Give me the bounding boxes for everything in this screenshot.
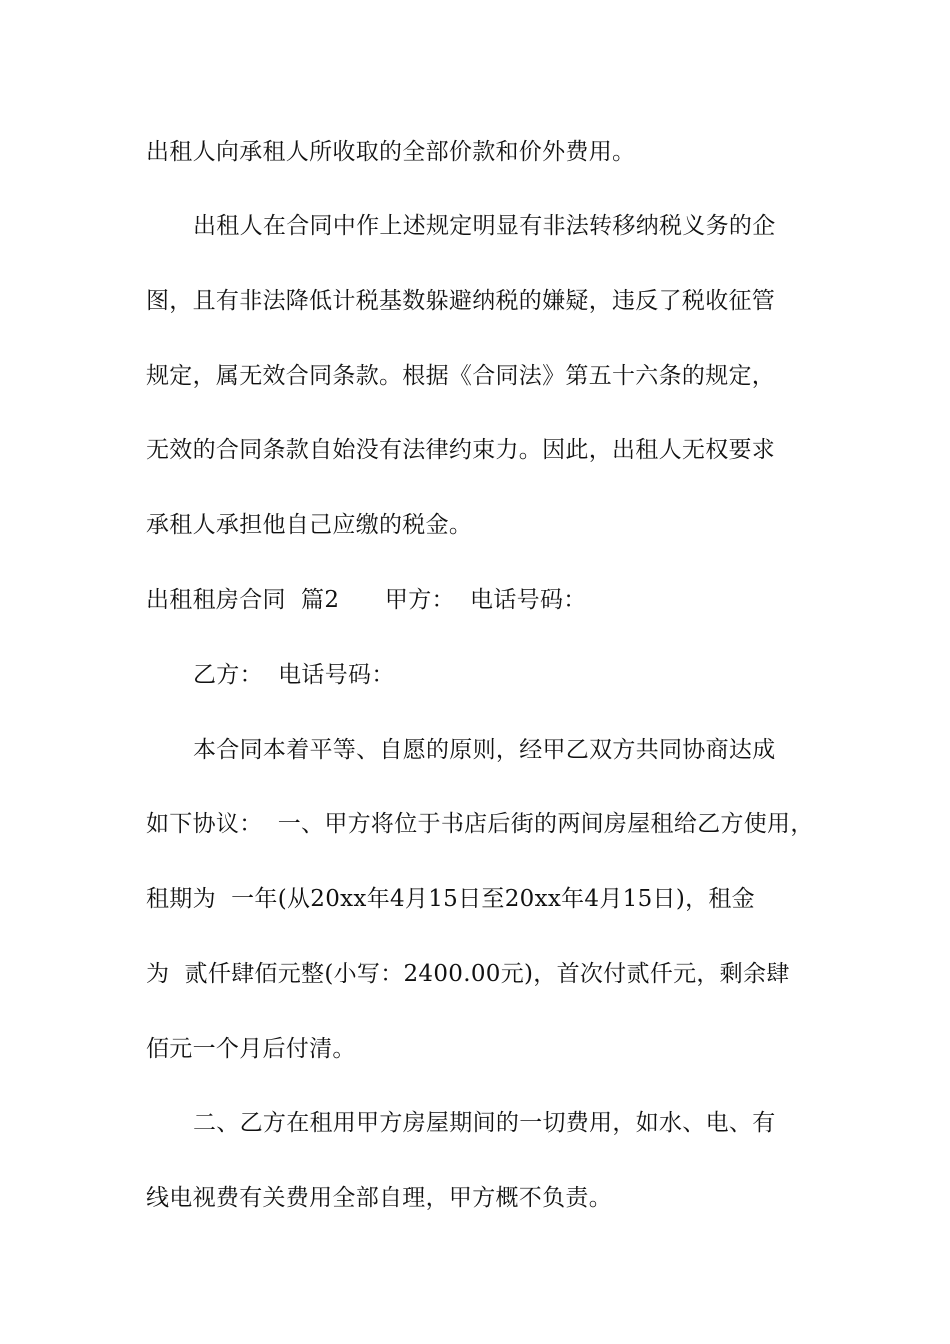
contract-heading-line: 出租租房合同 篇2 甲方： 电话号码： — [146, 587, 587, 613]
text-line: 承租人承担他自己应缴的税金。 — [146, 512, 473, 538]
text-line: 佰元一个月后付清。 — [146, 1036, 356, 1062]
text-line: 无效的合同条款自始没有法律约束力。因此，出租人无权要求 — [146, 437, 776, 463]
paragraph-first-line: 出租人在合同中作上述规定明显有非法转移纳税义务的企 — [193, 213, 776, 239]
text-line: 为 贰仟肆佰元整(小写：2400.00元)，首次付贰仟元，剩余肆 — [146, 961, 790, 987]
text-line: 图，且有非法降低计税基数躲避纳税的嫌疑，违反了税收征管 — [146, 288, 776, 314]
paragraph-first-line: 二、乙方在租用甲方房屋期间的一切费用，如水、电、有 — [193, 1110, 776, 1136]
text-line: 规定，属无效合同条款。根据《合同法》第五十六条的规定， — [146, 363, 776, 389]
text-line: 线电视费有关费用全部自理，甲方概不负责。 — [146, 1185, 612, 1211]
text-line: 租期为 一年(从20xx年4月15日至20xx年4月15日)，租金 — [146, 886, 755, 912]
text-line: 出租人向承租人所收取的全部价款和价外费用。 — [146, 139, 636, 165]
paragraph-first-line: 本合同本着平等、自愿的原则，经甲乙双方共同协商达成 — [193, 737, 776, 763]
party-b-line: 乙方： 电话号码： — [193, 662, 395, 688]
text-line: 如下协议： 一、甲方将位于书店后街的两间房屋租给乙方使用， — [146, 811, 814, 837]
